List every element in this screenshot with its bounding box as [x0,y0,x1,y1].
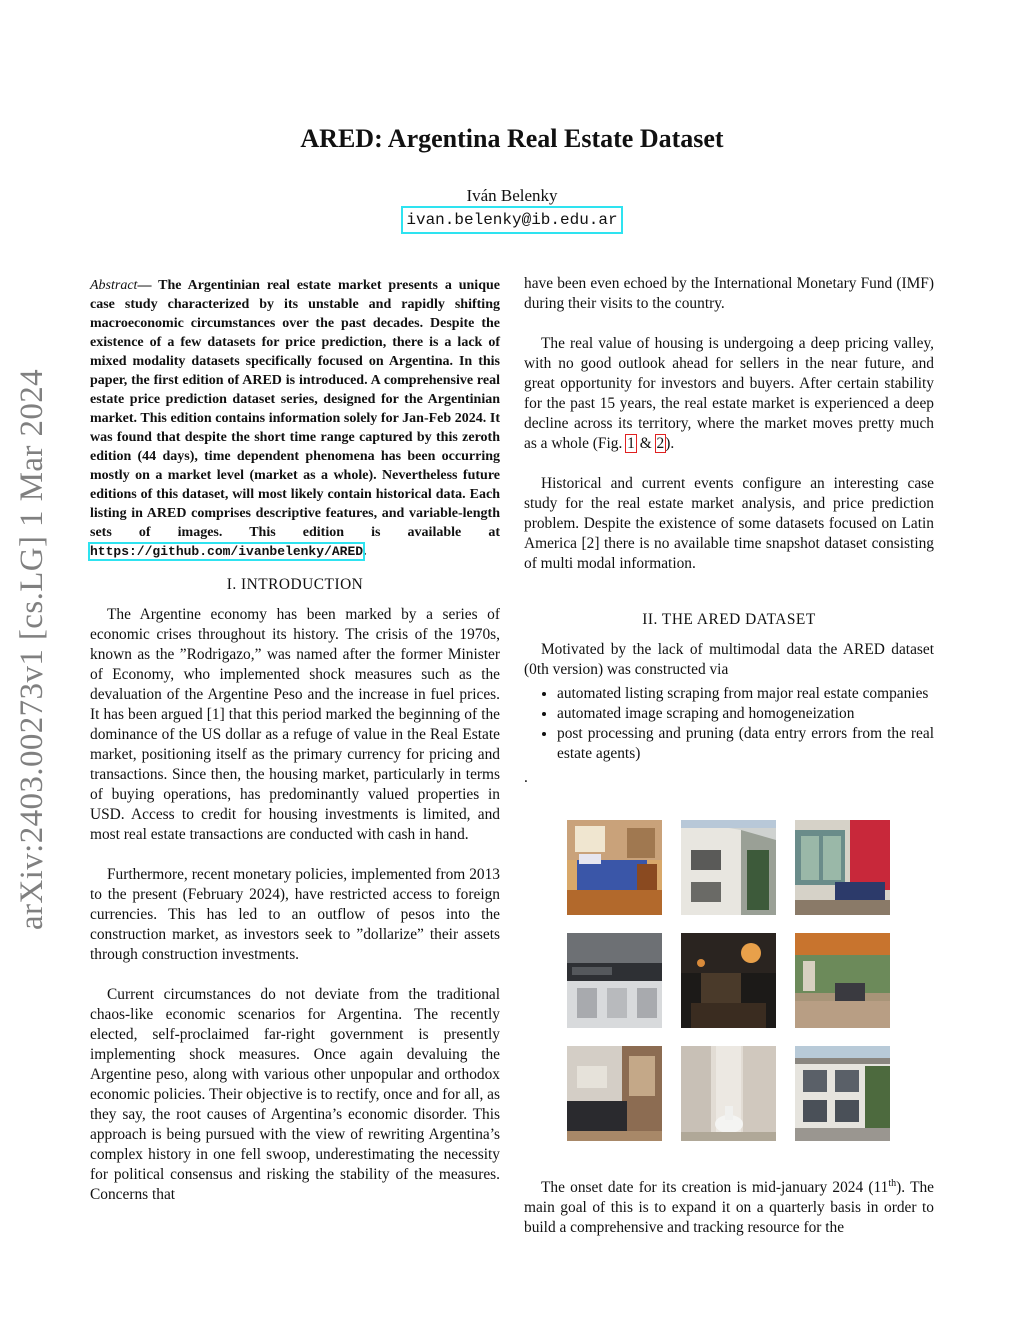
onset-text: The onset date for its creation is mid-january 2024 (11 [541,1179,889,1196]
building-exterior-image [681,820,776,915]
kitchen-photo [567,933,662,1028]
figure-ref-separator: & [635,435,656,452]
historical-paragraph: Historical and current events configure an interesting case study for the real estate market analysis, and price prediction problem. Despite the existence of some datasets focused on Latin America [2] there is no available time snapshot dataset consisting of multi modal information. [524,475,934,572]
list-item: • post processing and pruning (data entry errors from the real estate agents) [557,724,934,764]
email-wrap [0,206,1024,234]
author-name: Iván Belenky [466,186,558,205]
dataset-heading-text: HE ARED DATASET [671,611,816,628]
abstract [90,276,500,561]
paper-title: ARED: Argentina Real Estate Dataset [300,124,724,153]
sofa-room-photo [567,1046,662,1141]
figure-ref-2-link[interactable]: 2 [656,435,665,452]
figure-photo-grid [567,820,890,1141]
kitchen-image [567,933,662,1028]
section-heading-dataset [524,610,934,630]
continuation-paragraph: have been even echoed by the International Monetary Fund (IMF) during their visits to the country. [524,275,934,312]
repo-link[interactable]: https://github.com/ivanbelenky/ARED [90,544,364,559]
arxiv-stamp: arXiv:2403.00273v1 [cs.LG] 1 Mar 2024 [14,368,50,930]
abstract-label: Abstract [90,278,138,293]
figure-ref-1-link[interactable]: 1 [627,435,635,452]
terrace-photo [795,933,890,1028]
onset-superscript: th [888,1177,897,1189]
building-facade-photo [795,1046,890,1141]
list-period: . [524,769,528,786]
night-interior-image [681,933,776,1028]
right-column [524,274,934,788]
list-item: • automated listing scraping from major real estate companies [557,684,934,704]
bathroom-photo [681,1046,776,1141]
bottom-paragraph-container [524,1178,934,1238]
intro-paragraph-3: Current circumstances do not deviate from the traditional chaos-like economic scenarios for Argentina. The recently elected, self-proclaimed far-right government is presently implementing shock measures. Once again devaluing the Argentine peso, along with various other unpopular and orthodox economic policies. Their objective is to rectify, once and for all, as they say, the root causes of Argentina’s economic disorder. This approach is being pursued with the view of rewriting Argentina’s complex history in one fell swoop, underestimating the necessity for political consensus and risking the stability of the measures. Concerns that [90,986,500,1203]
construction-steps-list [524,684,934,764]
intro-paragraph-1: The Argentine economy has been marked by a series of economic crises throughout its history. The crisis of the 1970s, known as the ”Rodrigazo,” was named after the former Minister of Economy, who implemented shock measures such as the devaluation of the Argentine Peso and the increase in fuel prices. It has been argued [1] that this period marked the beginning of the dominance of the US dollar as a refuge of value in the Real Estate market, positioning itself as the primary currency for pricing and transactions. Since then, the housing market, particularly in terms of buying operations, has predominantly valued properties in USD. Access to credit for housing investments is limited, and most real estate transactions are conducted with cash in hand. [90,606,500,843]
bedroom-image [567,820,662,915]
bathroom-image [681,1046,776,1141]
pricing-text-end: ). [665,435,675,452]
building-facade-image [795,1046,890,1141]
onset-paragraph [524,1178,934,1238]
list-item: • automated image scraping and homogeneization [557,704,934,724]
intro-paragraph-2: Furthermore, recent monetary policies, implemented from 2013 to the present (February 2024), have restricted access to foreign currencies. This has led to an outflow of pesos into the construction market, as investors seek to ”dollarize” their assets through construction investments. [90,866,500,963]
dataset-intro-paragraph: Motivated by the lack of multimodal data the ARED dataset (0th version) was constructed via [524,641,934,678]
building-exterior-photo [681,820,776,915]
abstract-end: . [363,544,367,559]
living-room-image [795,820,890,915]
terrace-image [795,933,890,1028]
left-column [90,274,500,1205]
pricing-text: The real value of housing is undergoing a deep pricing valley, with no good outlook ahead for sellers in the near future, and great opportunity for investors and buyers. After certain stability for the past 15 years, the real estate market is experienced a deep decline across its territory, where the market moves pretty much as a whole (Fig. [524,335,934,452]
pricing-paragraph [524,334,934,454]
dataset-heading-number: II. T [642,611,672,628]
onset-text-end: ). The main goal of this is to expand it on a quarterly basis in order to build a comprehensive and tracking resource for the [524,1179,934,1236]
author-email-link[interactable]: ivan.belenky@ib.edu.ar [401,206,622,234]
sofa-room-image [567,1046,662,1141]
section-heading-introduction: I. INTRODUCTION [226,576,364,593]
night-interior-photo [681,933,776,1028]
living-room-photo [795,820,890,915]
bedroom-photo [567,820,662,915]
abstract-text: — The Argentinian real estate market presents a unique case study characterized by its unstable and rapidly shifting macroeconomic circumstances over the past decades. Despite the existence of a few datasets for price prediction, there is a lack of mixed modality datasets specifically focused on Argentina. In this paper, the first edition of ARED is introduced. A comprehensive real estate price prediction dataset series, designed for the Argentinian market. This edition contains information solely for Jan-Feb 2024. It was found that despite the short time range captured by this zeroth edition (44 days), time dependent phenomena has been occurring mostly on a market level (market as a whole). Nevertheless future editions of this dataset, will most likely contain historical data. Each listing in ARED comprises descriptive features, and variable-length sets of images. This edition is available at [90,278,500,540]
